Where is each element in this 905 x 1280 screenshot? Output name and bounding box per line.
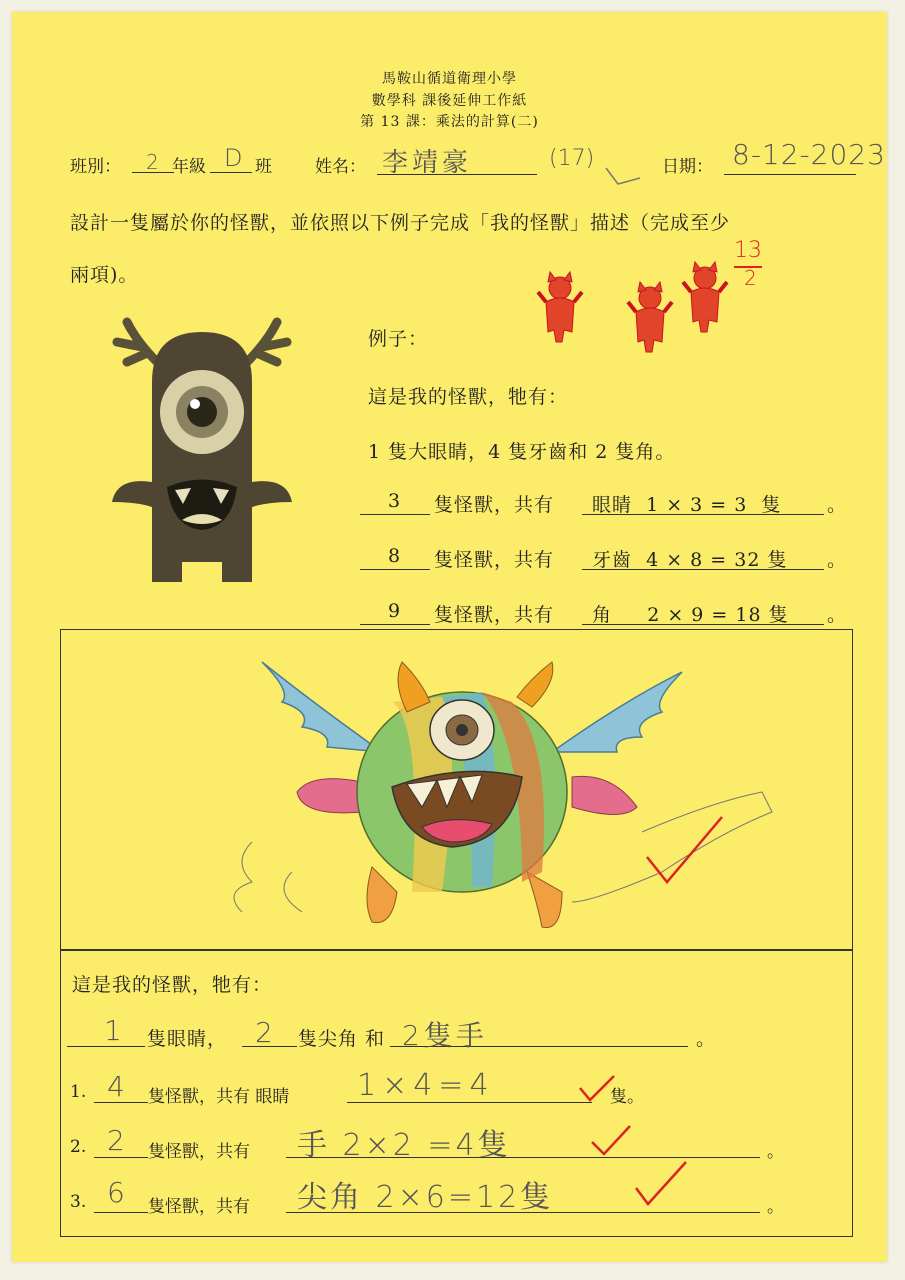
date-label: 日期： [662,157,713,177]
example-row-count: 8 [388,545,402,567]
example-row-calc: 牙齒 4 × 8 = 32 隻 [592,549,788,571]
school-name: 馬鞍山循道衛理小學 [382,71,517,87]
example-row-count: 9 [388,600,402,622]
grade-label: 年級 [172,157,206,177]
example-row-end: 。 [827,494,848,516]
student-monster-drawing [192,642,792,942]
example-row-text: 隻怪獸，共有 [434,604,555,626]
feature-2-value: 2 [255,1016,273,1049]
instruction-line-1: 設計一隻屬於你的怪獸，並依照以下例子完成「我的怪獸」描述（完成至少 [70,212,731,234]
answer-row-calc: 1×4=4 [357,1068,495,1103]
answer-row-end: 。 [767,1197,784,1217]
answer-row-count: 6 [107,1176,125,1209]
check-mark-icon [590,1124,634,1158]
example-row-calc: 角 2 × 9 = 18 隻 [592,604,789,626]
answer-row-end: 。 [767,1142,784,1162]
example-intro: 這是我的怪獸，牠有： [368,386,569,408]
lesson-title: 第 13 課：乘法的計算(二) [360,114,539,130]
date-value: 8-12-2023 [732,138,886,171]
subject-title: 數學科 課後延伸工作紙 [371,93,528,109]
answer-intro: 這是我的怪獸，牠有： [72,974,273,996]
grade-value: 2 [146,150,159,174]
name-value: 李靖豪 [382,148,473,178]
answer-row-number: 3. [70,1192,87,1212]
answer-row-text: 隻怪獸，共有 [148,1197,250,1217]
example-monster-image [97,312,312,597]
answer-row-calc: 尖角 2×6=12隻 [297,1180,554,1215]
class-value: D [224,144,243,172]
check-mark-icon [604,160,644,190]
answer-row-number: 1. [70,1082,87,1102]
feature-1-label: 隻眼睛， [147,1028,228,1050]
answer-row-text: 隻怪獸，共有 眼睛 [148,1087,290,1107]
worksheet-page [12,12,887,1262]
answer-row-text: 隻怪獸，共有 [148,1142,250,1162]
check-mark-icon [634,1160,690,1210]
answer-row-number: 2. [70,1137,87,1157]
example-row-end: 。 [827,549,848,571]
example-row-text: 隻怪獸，共有 [434,494,555,516]
feature-2-label: 隻尖角 和 [298,1028,386,1050]
answer-row-count: 4 [107,1070,125,1103]
feature-1-value: 1 [104,1014,122,1047]
answer-row-end: 隻。 [610,1087,644,1107]
cat-stamp-icon [532,262,752,372]
example-features: 1 隻大眼睛，4 隻牙齒和 2 隻角。 [368,441,676,463]
example-row-text: 隻怪獸，共有 [434,549,555,571]
class-underline [210,172,252,173]
example-label: 例子： [368,328,429,350]
student-number: (17) [549,146,595,171]
answer-row-count: 2 [107,1124,125,1157]
example-row-calc: 眼睛 1 × 3 = 3 隻 [592,494,782,516]
class-label: 班別： [70,157,121,177]
name-label: 姓名： [315,157,366,177]
grade-mark-bottom: 2 [744,266,757,290]
feature-3-value: 2隻手 [402,1019,488,1052]
feature-end: 。 [696,1028,717,1050]
instruction-line-2: 兩項)。 [70,264,139,286]
grade-mark-top: 13 [734,238,762,263]
answer-row-calc: 手 2×2 =4隻 [297,1128,511,1163]
class-suffix: 班 [255,157,272,177]
date-underline [724,174,856,175]
example-row-end: 。 [827,604,848,626]
example-row-count: 3 [388,490,402,512]
